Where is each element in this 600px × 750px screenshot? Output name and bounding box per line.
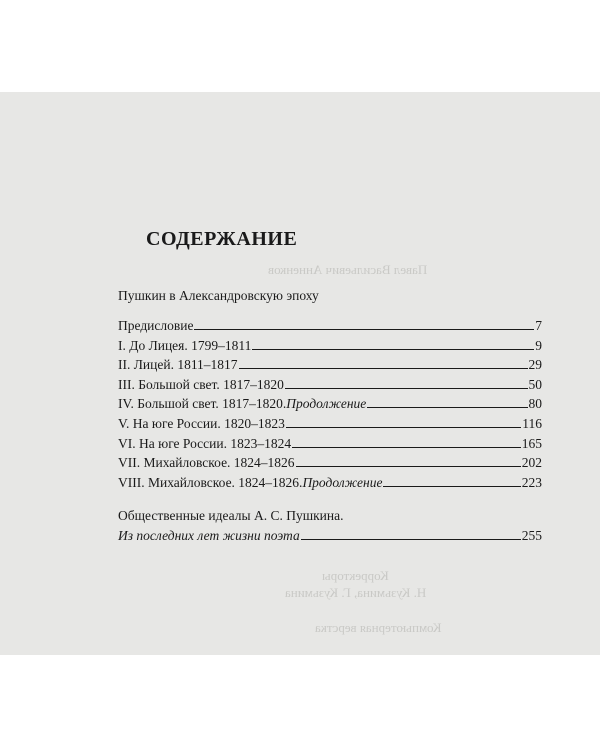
toc-entry[interactable] [118,473,542,491]
toc-entry-title: II. Лицей. 1811–1817 [118,357,238,373]
toc-entry-page: 202 [521,455,542,471]
dotted-leader [383,486,520,487]
toc-entry-title: I. До Лицея. 1799–1811 [118,337,252,353]
toc-entry-title: VII. Михайловское. 1824–1826 [118,455,295,471]
toc-entry[interactable] [118,414,542,432]
book-title: Пушкин в Александровскую эпоху [118,288,319,303]
toc-entry-page: 9 [535,337,542,353]
toc-entry-page: 116 [522,416,542,431]
dotted-leader [252,349,534,350]
toc-entry-title-italic: Продолжение [302,474,383,490]
show-through-line: Компьютерная верстка [315,620,442,635]
show-through-line: Павел Васильевич Анненков [268,262,428,277]
dotted-leader [367,407,527,408]
toc-entry[interactable] [118,316,542,334]
toc-entry-title: III. Большой свет. 1817–1820 [118,376,284,392]
toc-entry[interactable] [118,375,542,393]
dotted-leader [296,466,521,467]
toc-entry-page: 29 [528,357,542,373]
dotted-leader [194,329,534,330]
dotted-leader [301,539,521,540]
toc-entry[interactable] [118,453,542,471]
section2-title: Общественные идеалы А. С. Пушкина. [118,508,344,523]
contents-heading: СОДЕРЖАНИЕ [146,228,298,250]
toc-entry[interactable] [118,394,542,412]
toc-entry[interactable] [118,336,542,354]
dotted-leader [239,368,528,369]
toc-entry-title: V. На юге России. 1820–1823 [118,416,285,431]
toc-entry-title-italic: Продолжение [286,396,367,412]
toc-entry-title: VI. На юге России. 1823–1824 [118,435,292,451]
toc-entry-page: 80 [528,396,542,412]
toc-entry-page: 7 [535,318,542,333]
toc-entry-title: Предисловие [118,318,194,333]
section2-row[interactable] [118,526,542,544]
toc-entry-page: 50 [528,376,542,392]
section2-page: 255 [521,528,542,543]
section2-subtitle: Из последних лет жизни поэта [118,528,300,543]
toc-entry-page: 165 [521,435,542,451]
dotted-leader [292,447,521,448]
dotted-leader [286,427,521,428]
toc-entry-title: VIII. Михайловское. 1824–1826. [118,474,303,490]
toc-entry[interactable] [118,355,542,373]
toc-entry-title: IV. Большой свет. 1817–1820. [118,396,287,412]
toc-entry-page: 223 [521,474,542,490]
toc-entry[interactable] [118,434,542,452]
show-through-line: Корректоры [322,568,389,583]
show-through-line: Н. Кузьмина, Г. Кузьмина [285,585,427,600]
book-page [0,92,600,655]
dotted-leader [285,388,528,389]
